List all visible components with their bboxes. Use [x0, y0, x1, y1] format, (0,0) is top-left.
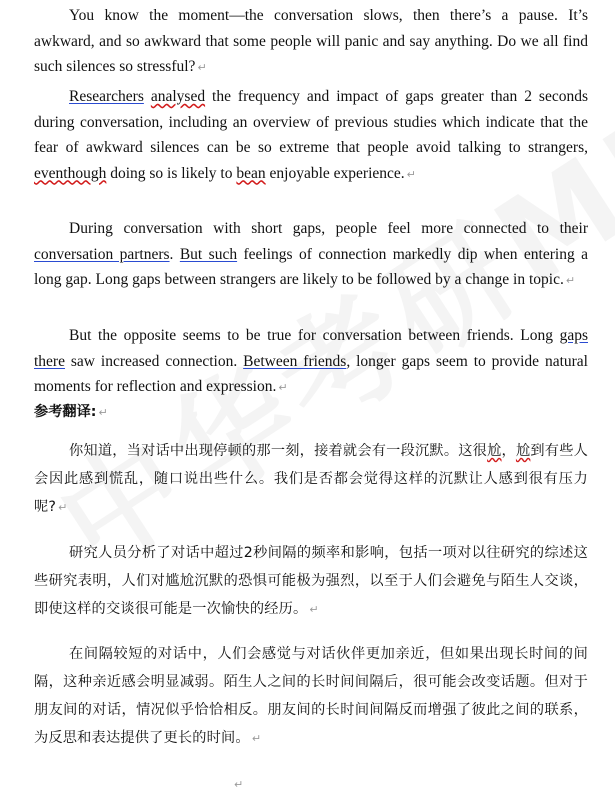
english-paragraph-2 [34, 84, 588, 187]
heading-text: 参考翻译: [34, 404, 97, 420]
chinese-paragraph-1-text: 你知道，当对话中出现停顿的那一刻，接着就会有一段沉默。这很 [69, 443, 488, 459]
english-paragraph-4-text: , longer gaps seem to provide natural moments for reflection and expression. [34, 352, 588, 395]
english-paragraph-1 [34, 3, 588, 81]
paragraph-mark-icon: ↵ [197, 61, 207, 74]
spelling-flagged-char: 尬 [515, 443, 531, 459]
english-paragraph-4-text: But the opposite seems to be true for conversation between friends. Long [69, 327, 560, 344]
paragraph-mark-icon: ↵ [278, 381, 288, 394]
chinese-paragraph-1-text: 到有些人会因此感到慌乱，随口说出些什么。我们是否都会觉得这样的沉默让人感到很有压力呢? [34, 443, 588, 515]
chinese-paragraph-2 [34, 539, 588, 624]
english-paragraph-2-text: doing so is likely to [106, 164, 237, 182]
grammar-flagged-phrase: conversation partners [34, 245, 170, 263]
reference-translation-heading [34, 400, 108, 425]
paragraph-mark-icon: ↵ [58, 501, 68, 514]
grammar-flagged-phrase: Between friends [243, 352, 347, 370]
english-paragraph-3-text: . [169, 245, 180, 263]
english-paragraph-2-text: enjoyable experience. [265, 164, 405, 182]
chinese-paragraph-1 [34, 437, 588, 522]
spelling-flagged-word: eventhough [34, 164, 107, 182]
english-paragraph-4-text: saw increased connection. [64, 352, 244, 370]
chinese-paragraph-1-text: ， [501, 443, 516, 459]
english-paragraph-3-text: During conversation with short gaps, people feel more connected to their [69, 220, 588, 237]
spelling-flagged-word: bean [236, 164, 266, 182]
paragraph-mark-icon: ↵ [98, 406, 108, 419]
english-paragraph-3-text: feelings of connection markedly dip when entering a long gap. Long gaps between strangers are likely to be followed by a change in topic. [34, 245, 588, 288]
grammar-flagged-phrase: But such [179, 245, 238, 263]
grammar-flagged-phrase: gaps there [34, 327, 588, 370]
english-paragraph-2-text: the frequency and impact of gaps greater than 2 seconds during conversation, including an overview of previous studies which indicate that the fear of awkward silences can be so extreme that people avoid talking to strangers, [34, 88, 589, 156]
spelling-flagged-char: 尬 [487, 443, 502, 459]
chinese-paragraph-3-text: 在间隔较短的对话中，人们会感觉与对话伙伴更加亲近，但如果出现长时间的间隔，这种亲近感会明显减弱。陌生人之间的长时间间隔后，很可能会改变话题。但对于朋友间的对话，情况似乎恰恰相反。朋友间的长时间间隔反而增强了彼此之间的联系，为反思和表达提供了更长的时间。 [34, 646, 588, 746]
paragraph-mark-icon: ↵ [309, 603, 319, 616]
flagged-word: Researchers [69, 88, 144, 105]
paragraph-mark-icon: ↵ [251, 732, 262, 745]
english-paragraph-4 [34, 323, 588, 401]
paragraph-mark-icon: ↵ [234, 778, 244, 791]
chinese-paragraph-2-text: 研究人员分析了对话中超过2秒间隔的频率和影响，包括一项对以往研究的综述这些研究表明，人们对尴尬沉默的恐惧可能极为强烈，以至于人们会避免与陌生人交谈，即使这样的交谈很可能是一次愉快的经历。 [34, 545, 588, 617]
chinese-paragraph-3 [34, 640, 588, 753]
english-paragraph-3 [34, 216, 588, 294]
english-paragraph-1-text: You know the moment—the conversation slows, then there’s a pause. It’s awkward, and so awkward that some people will panic and say anything. Do we all find such silences so stressful? [34, 7, 588, 75]
paragraph-mark-icon: ↵ [406, 167, 416, 181]
spelling-flagged-word: analysed [150, 88, 206, 105]
paragraph-mark-icon: ↵ [565, 274, 576, 287]
